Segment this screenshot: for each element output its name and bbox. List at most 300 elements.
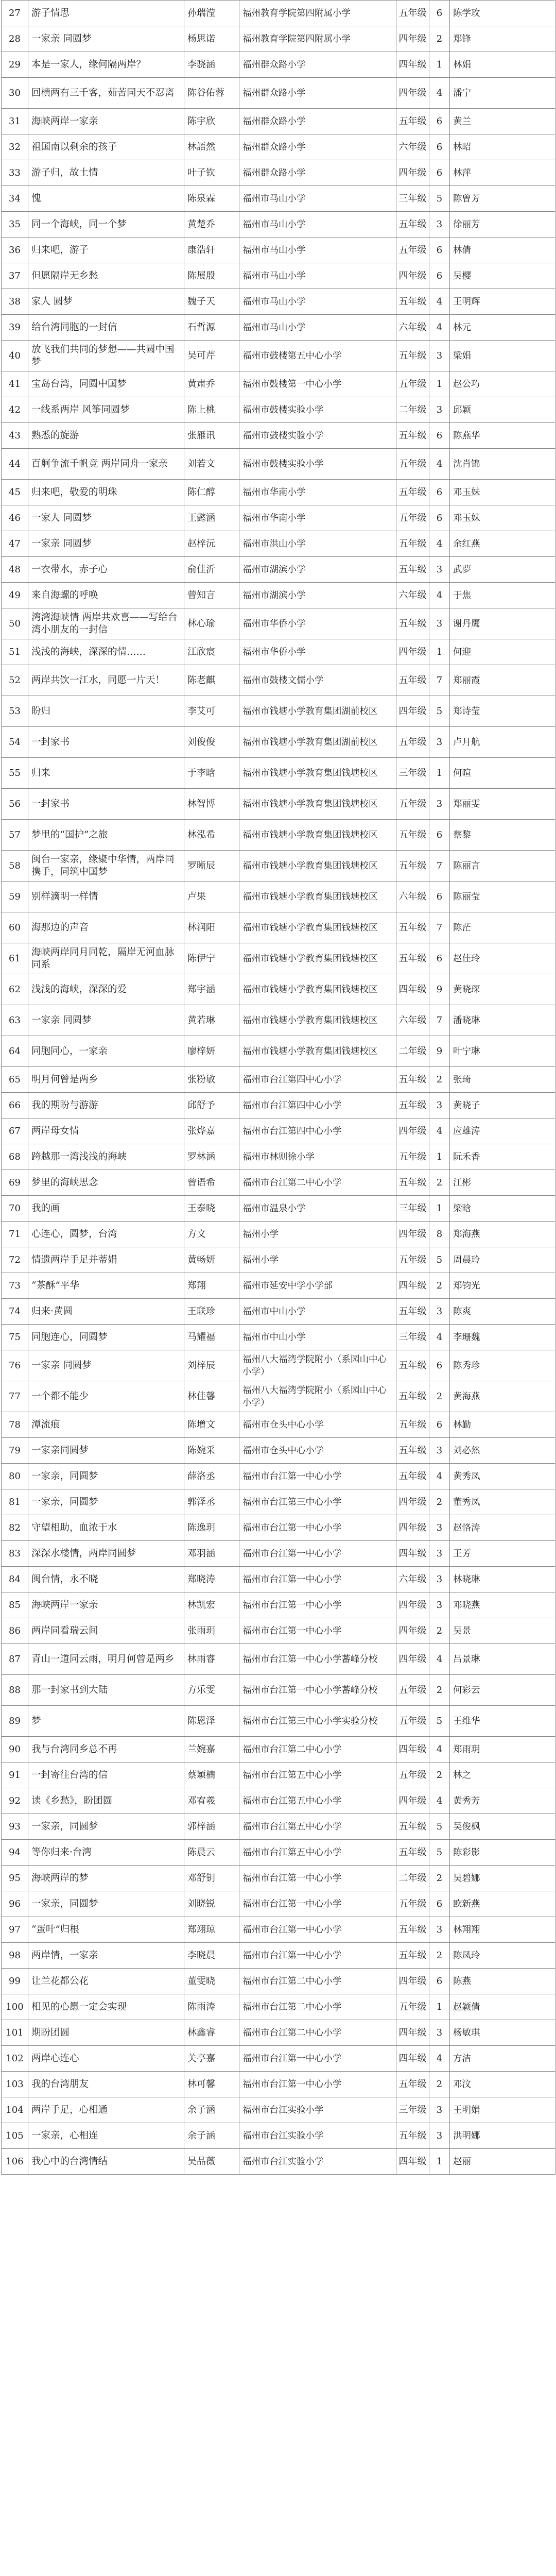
student-name-cell: 董雯晓 <box>184 1969 239 1994</box>
teacher-name-cell: 阮禾香 <box>450 1144 555 1170</box>
essay-title-cell: 闽台一家亲，缘聚中华情，两岸同携手，同筑中国梦 <box>28 851 184 882</box>
row-number-cell: 63 <box>2 1005 28 1036</box>
school-name-cell: 福州市台江第四中心小学 <box>239 1118 396 1144</box>
grade-cell: 六年级 <box>396 882 429 912</box>
grade-cell: 五年级 <box>396 1067 429 1093</box>
row-number-cell: 82 <box>2 1515 28 1541</box>
school-name-cell: 福州市钱塘小学教育集团钱塘校区 <box>239 974 396 1005</box>
essay-title-cell: 游子归，故土情 <box>28 160 184 186</box>
grade-cell: 五年级 <box>396 912 429 943</box>
row-number-cell: 69 <box>2 1170 28 1196</box>
class-number-cell: 6 <box>429 1412 450 1438</box>
teacher-name-cell: 陈丽言 <box>450 851 555 882</box>
row-number-cell: 73 <box>2 1273 28 1299</box>
teacher-name-cell: 黄晓琛 <box>450 974 555 1005</box>
class-number-cell: 3 <box>429 1541 450 1567</box>
student-name-cell: 陈泉霖 <box>184 186 239 212</box>
row-number-cell: 44 <box>2 449 28 480</box>
school-name-cell: 福州市台江第二中心小学 <box>239 1170 396 1196</box>
table-row <box>2 480 555 505</box>
grade-cell: 四年级 <box>396 1118 429 1144</box>
grade-cell: 四年级 <box>396 1222 429 1247</box>
essay-title-cell: 潭流痕 <box>28 1412 184 1438</box>
class-number-cell: 4 <box>429 1788 450 1814</box>
class-number-cell: 3 <box>429 1093 450 1118</box>
school-name-cell: 福州市鼓楼文儒小学 <box>239 665 396 696</box>
grade-cell: 五年级 <box>396 1438 429 1464</box>
row-number-cell: 68 <box>2 1144 28 1170</box>
student-name-cell: 薛洛丞 <box>184 1464 239 1489</box>
grade-cell: 五年级 <box>396 608 429 639</box>
grade-cell: 五年级 <box>396 2072 429 2097</box>
student-name-cell: 卢果 <box>184 882 239 912</box>
school-name-cell: 福州市马山小学 <box>239 238 396 263</box>
table-row <box>2 1943 555 1969</box>
table-row <box>2 1325 555 1350</box>
grade-cell: 五年级 <box>396 341 429 371</box>
essay-title-cell: 回横两有三千客，茹苦同天不忍离 <box>28 78 184 109</box>
row-number-cell: 80 <box>2 1464 28 1489</box>
student-name-cell: 陈谷佑蓉 <box>184 78 239 109</box>
class-number-cell: 3 <box>429 1438 450 1464</box>
school-name-cell: 福州市台江实验小学 <box>239 2097 396 2123</box>
row-number-cell: 35 <box>2 212 28 238</box>
essay-title-cell: 一线系两岸 风筝同圆梦 <box>28 397 184 423</box>
table-row <box>2 1438 555 1464</box>
student-name-cell: 邱舒予 <box>184 1093 239 1118</box>
essay-title-cell: 归来·黄圆 <box>28 1299 184 1325</box>
grade-cell: 五年级 <box>396 727 429 758</box>
table-row <box>2 912 555 943</box>
table-row <box>2 1866 555 1891</box>
table-row <box>2 212 555 238</box>
grade-cell: 五年级 <box>396 1170 429 1196</box>
teacher-name-cell: 林倩 <box>450 238 555 263</box>
student-name-cell: 郑翊琼 <box>184 1917 239 1943</box>
grade-cell: 六年级 <box>396 583 429 608</box>
teacher-name-cell: 张琦 <box>450 1067 555 1093</box>
teacher-name-cell: 郑锋 <box>450 26 555 52</box>
school-name-cell: 福州市钱塘小学教育集团钱塘校区 <box>239 1036 396 1067</box>
award-list-table <box>1 0 555 2175</box>
student-name-cell: 魏子天 <box>184 289 239 315</box>
row-number-cell: 58 <box>2 851 28 882</box>
school-name-cell: 福州市钱塘小学教育集团钱塘校区 <box>239 758 396 789</box>
essay-title-cell: 一家亲 同圆梦 <box>28 1350 184 1381</box>
grade-cell: 五年级 <box>396 1840 429 1866</box>
class-number-cell: 4 <box>429 531 450 557</box>
grade-cell: 五年级 <box>396 1943 429 1969</box>
class-number-cell: 7 <box>429 912 450 943</box>
teacher-name-cell: 吴俊枫 <box>450 1814 555 1840</box>
teacher-name-cell: 董秀凤 <box>450 1489 555 1515</box>
student-name-cell: 张粉敏 <box>184 1067 239 1093</box>
essay-title-cell: 归来 <box>28 758 184 789</box>
class-number-cell: 6 <box>429 820 450 851</box>
class-number-cell: 2 <box>429 1943 450 1969</box>
essay-title-cell: 一家亲 同圆梦 <box>28 1005 184 1036</box>
essay-title-cell: 期盼团圆 <box>28 2020 184 2046</box>
school-name-cell: 福州群众路小学 <box>239 160 396 186</box>
school-name-cell: 福州市台江第五中心小学 <box>239 1762 396 1788</box>
grade-cell: 四年级 <box>396 639 429 665</box>
essay-title-cell: 等你归来·台湾 <box>28 1840 184 1866</box>
school-name-cell: 福州市中山小学 <box>239 1299 396 1325</box>
student-name-cell: 曾语希 <box>184 1170 239 1196</box>
award-list-sheet <box>1 0 555 2175</box>
class-number-cell: 3 <box>429 341 450 371</box>
school-name-cell: 福州市鼓楼实验小学 <box>239 449 396 480</box>
student-name-cell: 江欣宸 <box>184 639 239 665</box>
grade-cell: 五年级 <box>396 1917 429 1943</box>
teacher-name-cell: 陈燕华 <box>450 423 555 449</box>
grade-cell: 四年级 <box>396 2020 429 2046</box>
school-name-cell: 福州市台江第一中心小学 <box>239 1592 396 1618</box>
teacher-name-cell: 郑诗莹 <box>450 696 555 727</box>
grade-cell: 四年级 <box>396 2046 429 2072</box>
school-name-cell: 福州市台江第一中心小学 <box>239 1891 396 1917</box>
table-row <box>2 943 555 974</box>
essay-title-cell: 让兰花都公花 <box>28 1969 184 1994</box>
table-row <box>2 1917 555 1943</box>
row-number-cell: 94 <box>2 1840 28 1866</box>
class-number-cell: 5 <box>429 696 450 727</box>
teacher-name-cell: 郑丽雯 <box>450 789 555 820</box>
grade-cell: 五年级 <box>396 1814 429 1840</box>
grade-cell: 四年级 <box>396 696 429 727</box>
class-number-cell: 1 <box>429 639 450 665</box>
student-name-cell: 余子涵 <box>184 2123 239 2149</box>
school-name-cell: 福州市马山小学 <box>239 212 396 238</box>
school-name-cell: 福州市钱塘小学教育集团钱塘校区 <box>239 882 396 912</box>
row-number-cell: 43 <box>2 423 28 449</box>
grade-cell: 五年级 <box>396 212 429 238</box>
student-name-cell: 林語然 <box>184 134 239 160</box>
grade-cell: 四年级 <box>396 1618 429 1644</box>
row-number-cell: 37 <box>2 263 28 289</box>
essay-title-cell: 心连心，圆梦，台湾 <box>28 1222 184 1247</box>
school-name-cell: 福州市温泉小学 <box>239 1196 396 1222</box>
student-name-cell: 邓宥羲 <box>184 1788 239 1814</box>
student-name-cell: 林可馨 <box>184 2072 239 2097</box>
row-number-cell: 106 <box>2 2149 28 2175</box>
row-number-cell: 31 <box>2 109 28 134</box>
essay-title-cell: 归来吧，游子 <box>28 238 184 263</box>
table-row <box>2 583 555 608</box>
table-row <box>2 851 555 882</box>
grade-cell: 五年级 <box>396 2123 429 2149</box>
table-row <box>2 134 555 160</box>
school-name-cell: 福州教育学院第四附属小学 <box>239 1 396 26</box>
table-row <box>2 1118 555 1144</box>
class-number-cell: 9 <box>429 974 450 1005</box>
class-number-cell: 3 <box>429 789 450 820</box>
class-number-cell: 3 <box>429 1515 450 1541</box>
essay-title-cell: 我与台湾同乡总不再 <box>28 1737 184 1762</box>
table-row <box>2 758 555 789</box>
student-name-cell: 罗晰辰 <box>184 851 239 882</box>
essay-title-cell: “蛋叶”归根 <box>28 1917 184 1943</box>
grade-cell: 四年级 <box>396 1592 429 1618</box>
teacher-name-cell: 陈彩影 <box>450 1840 555 1866</box>
school-name-cell: 福州市台江第一中心小学 <box>239 1917 396 1943</box>
school-name-cell: 福州市华侨小学 <box>239 608 396 639</box>
student-name-cell: 廖梓妍 <box>184 1036 239 1067</box>
table-row <box>2 2097 555 2123</box>
essay-title-cell: 同胞同心，一家亲 <box>28 1036 184 1067</box>
grade-cell: 四年级 <box>396 1788 429 1814</box>
row-number-cell: 49 <box>2 583 28 608</box>
table-body <box>2 1 555 2175</box>
class-number-cell: 3 <box>429 557 450 583</box>
student-name-cell: 陈晨云 <box>184 1840 239 1866</box>
school-name-cell: 福州市钱塘小学教育集团钱塘校区 <box>239 851 396 882</box>
row-number-cell: 59 <box>2 882 28 912</box>
table-row <box>2 1381 555 1412</box>
essay-title-cell: 宝岛台湾，同圆中国梦 <box>28 371 184 397</box>
teacher-name-cell: 蔡黎 <box>450 820 555 851</box>
class-number-cell: 6 <box>429 109 450 134</box>
essay-title-cell: 海峡两岸一家亲 <box>28 1592 184 1618</box>
table-row <box>2 1994 555 2020</box>
row-number-cell: 47 <box>2 531 28 557</box>
grade-cell: 五年级 <box>396 505 429 531</box>
grade-cell: 五年级 <box>396 1350 429 1381</box>
teacher-name-cell: 洪明娜 <box>450 2123 555 2149</box>
row-number-cell: 52 <box>2 665 28 696</box>
row-number-cell: 95 <box>2 1866 28 1891</box>
teacher-name-cell: 陈凤玲 <box>450 1943 555 1969</box>
essay-title-cell: 两岸手足，心相通 <box>28 2097 184 2123</box>
teacher-name-cell: 陈曾芳 <box>450 186 555 212</box>
grade-cell: 四年级 <box>396 1273 429 1299</box>
teacher-name-cell: 郑丽霞 <box>450 665 555 696</box>
essay-title-cell: 家人 圆梦 <box>28 289 184 315</box>
school-name-cell: 福州群众路小学 <box>239 78 396 109</box>
table-row <box>2 1036 555 1067</box>
class-number-cell: 1 <box>429 52 450 78</box>
class-number-cell: 4 <box>429 315 450 341</box>
row-number-cell: 105 <box>2 2123 28 2149</box>
row-number-cell: 66 <box>2 1093 28 1118</box>
grade-cell: 二年级 <box>396 1036 429 1067</box>
grade-cell: 五年级 <box>396 423 429 449</box>
grade-cell: 四年级 <box>396 2149 429 2175</box>
grade-cell: 四年级 <box>396 1541 429 1567</box>
essay-title-cell: 一家亲，心相连 <box>28 2123 184 2149</box>
row-number-cell: 38 <box>2 289 28 315</box>
table-row <box>2 1675 555 1706</box>
school-name-cell: 福州市中山小学 <box>239 1325 396 1350</box>
school-name-cell: 福州群众路小学 <box>239 109 396 134</box>
row-number-cell: 87 <box>2 1644 28 1675</box>
student-name-cell: 黄若琳 <box>184 1005 239 1036</box>
teacher-name-cell: 李珊魏 <box>450 1325 555 1350</box>
class-number-cell: 6 <box>429 1969 450 1994</box>
class-number-cell: 6 <box>429 1 450 26</box>
grade-cell: 五年级 <box>396 943 429 974</box>
class-number-cell: 2 <box>429 2072 450 2097</box>
row-number-cell: 86 <box>2 1618 28 1644</box>
school-name-cell: 福州市台江实验小学 <box>239 2149 396 2175</box>
student-name-cell: 陈增文 <box>184 1412 239 1438</box>
teacher-name-cell: 赵丽 <box>450 2149 555 2175</box>
grade-cell: 五年级 <box>396 1994 429 2020</box>
school-name-cell: 福州市仓头中心小学 <box>239 1438 396 1464</box>
row-number-cell: 41 <box>2 371 28 397</box>
teacher-name-cell: 林昭 <box>450 134 555 160</box>
student-name-cell: 郑翔 <box>184 1273 239 1299</box>
school-name-cell: 福州市台江第一中心小学 <box>239 1866 396 1891</box>
table-row <box>2 423 555 449</box>
grade-cell: 二年级 <box>396 1866 429 1891</box>
essay-title-cell: 梦里的“国护”之旅 <box>28 820 184 851</box>
row-number-cell: 46 <box>2 505 28 531</box>
essay-title-cell: 梦里的海峡思念 <box>28 1170 184 1196</box>
row-number-cell: 28 <box>2 26 28 52</box>
essay-title-cell: 跨越那一湾浅浅的海峡 <box>28 1144 184 1170</box>
school-name-cell: 福州市仓头中心小学 <box>239 1412 396 1438</box>
teacher-name-cell: 王明辉 <box>450 289 555 315</box>
grade-cell: 四年级 <box>396 26 429 52</box>
school-name-cell: 福州市台江第二中心小学 <box>239 1969 396 1994</box>
school-name-cell: 福州市钱塘小学教育集团湖前校区 <box>239 727 396 758</box>
teacher-name-cell: 林之 <box>450 1762 555 1788</box>
essay-title-cell: 守望相助，血浓于水 <box>28 1515 184 1541</box>
table-row <box>2 2046 555 2072</box>
class-number-cell: 4 <box>429 583 450 608</box>
grade-cell: 四年级 <box>396 1644 429 1675</box>
student-name-cell: 黄肃乔 <box>184 371 239 397</box>
student-name-cell: 俞佳沂 <box>184 557 239 583</box>
grade-cell: 三年级 <box>396 1325 429 1350</box>
row-number-cell: 30 <box>2 78 28 109</box>
class-number-cell: 6 <box>429 263 450 289</box>
student-name-cell: 方文 <box>184 1222 239 1247</box>
grade-cell: 五年级 <box>396 1299 429 1325</box>
grade-cell: 二年级 <box>396 397 429 423</box>
school-name-cell: 福州市华侨小学 <box>239 639 396 665</box>
teacher-name-cell: 何暄 <box>450 758 555 789</box>
row-number-cell: 42 <box>2 397 28 423</box>
teacher-name-cell: 林萍 <box>450 160 555 186</box>
table-row <box>2 1170 555 1196</box>
table-row <box>2 2149 555 2175</box>
teacher-name-cell: 吴樱 <box>450 263 555 289</box>
row-number-cell: 64 <box>2 1036 28 1067</box>
class-number-cell: 3 <box>429 397 450 423</box>
grade-cell: 五年级 <box>396 1464 429 1489</box>
essay-title-cell: 两岸心连心 <box>28 2046 184 2072</box>
school-name-cell: 福州市台江第四中心小学 <box>239 1093 396 1118</box>
essay-title-cell: 放飞我们共同的梦想——共圆中国梦 <box>28 341 184 371</box>
grade-cell: 五年级 <box>396 557 429 583</box>
table-row <box>2 397 555 423</box>
essay-title-cell: 浅浅的海峡，深深的爱 <box>28 974 184 1005</box>
essay-title-cell: 读《乡愁》，盼团圆 <box>28 1788 184 1814</box>
row-number-cell: 100 <box>2 1994 28 2020</box>
table-row <box>2 1814 555 1840</box>
class-number-cell: 2 <box>429 1489 450 1515</box>
grade-cell: 五年级 <box>396 1412 429 1438</box>
class-number-cell: 3 <box>429 1567 450 1592</box>
student-name-cell: 康浩轩 <box>184 238 239 263</box>
student-name-cell: 兰婉嘉 <box>184 1737 239 1762</box>
school-name-cell: 福州市马山小学 <box>239 289 396 315</box>
row-number-cell: 40 <box>2 341 28 371</box>
student-name-cell: 陈宇欣 <box>184 109 239 134</box>
class-number-cell: 1 <box>429 2149 450 2175</box>
student-name-cell: 马耀福 <box>184 1325 239 1350</box>
grade-cell: 五年级 <box>396 1675 429 1706</box>
school-name-cell: 福州市台江第一中心小学 <box>239 1567 396 1592</box>
teacher-name-cell: 梁晗 <box>450 1196 555 1222</box>
row-number-cell: 104 <box>2 2097 28 2123</box>
teacher-name-cell: 吴碧娜 <box>450 1866 555 1891</box>
student-name-cell: 邓羽涵 <box>184 1541 239 1567</box>
grade-cell: 五年级 <box>396 1381 429 1412</box>
school-name-cell: 福州市台江第一中心小学蕃峰分校 <box>239 1644 396 1675</box>
table-row <box>2 1005 555 1036</box>
teacher-name-cell: 邓汶 <box>450 2072 555 2097</box>
teacher-name-cell: 邓晓燕 <box>450 1592 555 1618</box>
essay-title-cell: 一家亲 同圆梦 <box>28 531 184 557</box>
student-name-cell: 陈婉采 <box>184 1438 239 1464</box>
table-row <box>2 1706 555 1737</box>
essay-title-cell: 一家亲，同圆梦 <box>28 1891 184 1917</box>
student-name-cell: 郭梓涵 <box>184 1814 239 1840</box>
table-row <box>2 341 555 371</box>
grade-cell: 四年级 <box>396 1737 429 1762</box>
teacher-name-cell: 方洁 <box>450 2046 555 2072</box>
class-number-cell: 5 <box>429 1814 450 1840</box>
student-name-cell: 黄畅妍 <box>184 1247 239 1273</box>
essay-title-cell: 我的台湾朋友 <box>28 2072 184 2097</box>
class-number-cell: 8 <box>429 1222 450 1247</box>
essay-title-cell: 湾湾海峡情 两岸共欢喜——写给台湾小朋友的一封信 <box>28 608 184 639</box>
student-name-cell: 蔡颖楠 <box>184 1762 239 1788</box>
school-name-cell: 福州市钱塘小学教育集团钱塘校区 <box>239 1005 396 1036</box>
table-row <box>2 52 555 78</box>
teacher-name-cell: 潘宁 <box>450 78 555 109</box>
grade-cell: 五年级 <box>396 238 429 263</box>
grade-cell: 六年级 <box>396 1567 429 1592</box>
teacher-name-cell: 林勤 <box>450 1412 555 1438</box>
teacher-name-cell: 刘必然 <box>450 1438 555 1464</box>
school-name-cell: 福州市台江第一中心小学 <box>239 1464 396 1489</box>
teacher-name-cell: 林娟 <box>450 52 555 78</box>
table-row <box>2 1273 555 1299</box>
essay-title-cell: 别样滴明一样情 <box>28 882 184 912</box>
table-row <box>2 371 555 397</box>
teacher-name-cell: 林翔翔 <box>450 1917 555 1943</box>
student-name-cell: 李艾可 <box>184 696 239 727</box>
school-name-cell: 福州市台江实验小学 <box>239 2123 396 2149</box>
school-name-cell: 福州市马山小学 <box>239 315 396 341</box>
grade-cell: 四年级 <box>396 263 429 289</box>
row-number-cell: 96 <box>2 1891 28 1917</box>
grade-cell: 三年级 <box>396 1196 429 1222</box>
student-name-cell: 杨思诺 <box>184 26 239 52</box>
school-name-cell: 福州市钱塘小学教育集团钱塘校区 <box>239 912 396 943</box>
school-name-cell: 福州市台江第一中心小学 <box>239 1943 396 1969</box>
student-name-cell: 刘俊俊 <box>184 727 239 758</box>
class-number-cell: 3 <box>429 2097 450 2123</box>
teacher-name-cell: 郑海燕 <box>450 1222 555 1247</box>
table-row <box>2 26 555 52</box>
teacher-name-cell: 周晨玲 <box>450 1247 555 1273</box>
table-row <box>2 608 555 639</box>
